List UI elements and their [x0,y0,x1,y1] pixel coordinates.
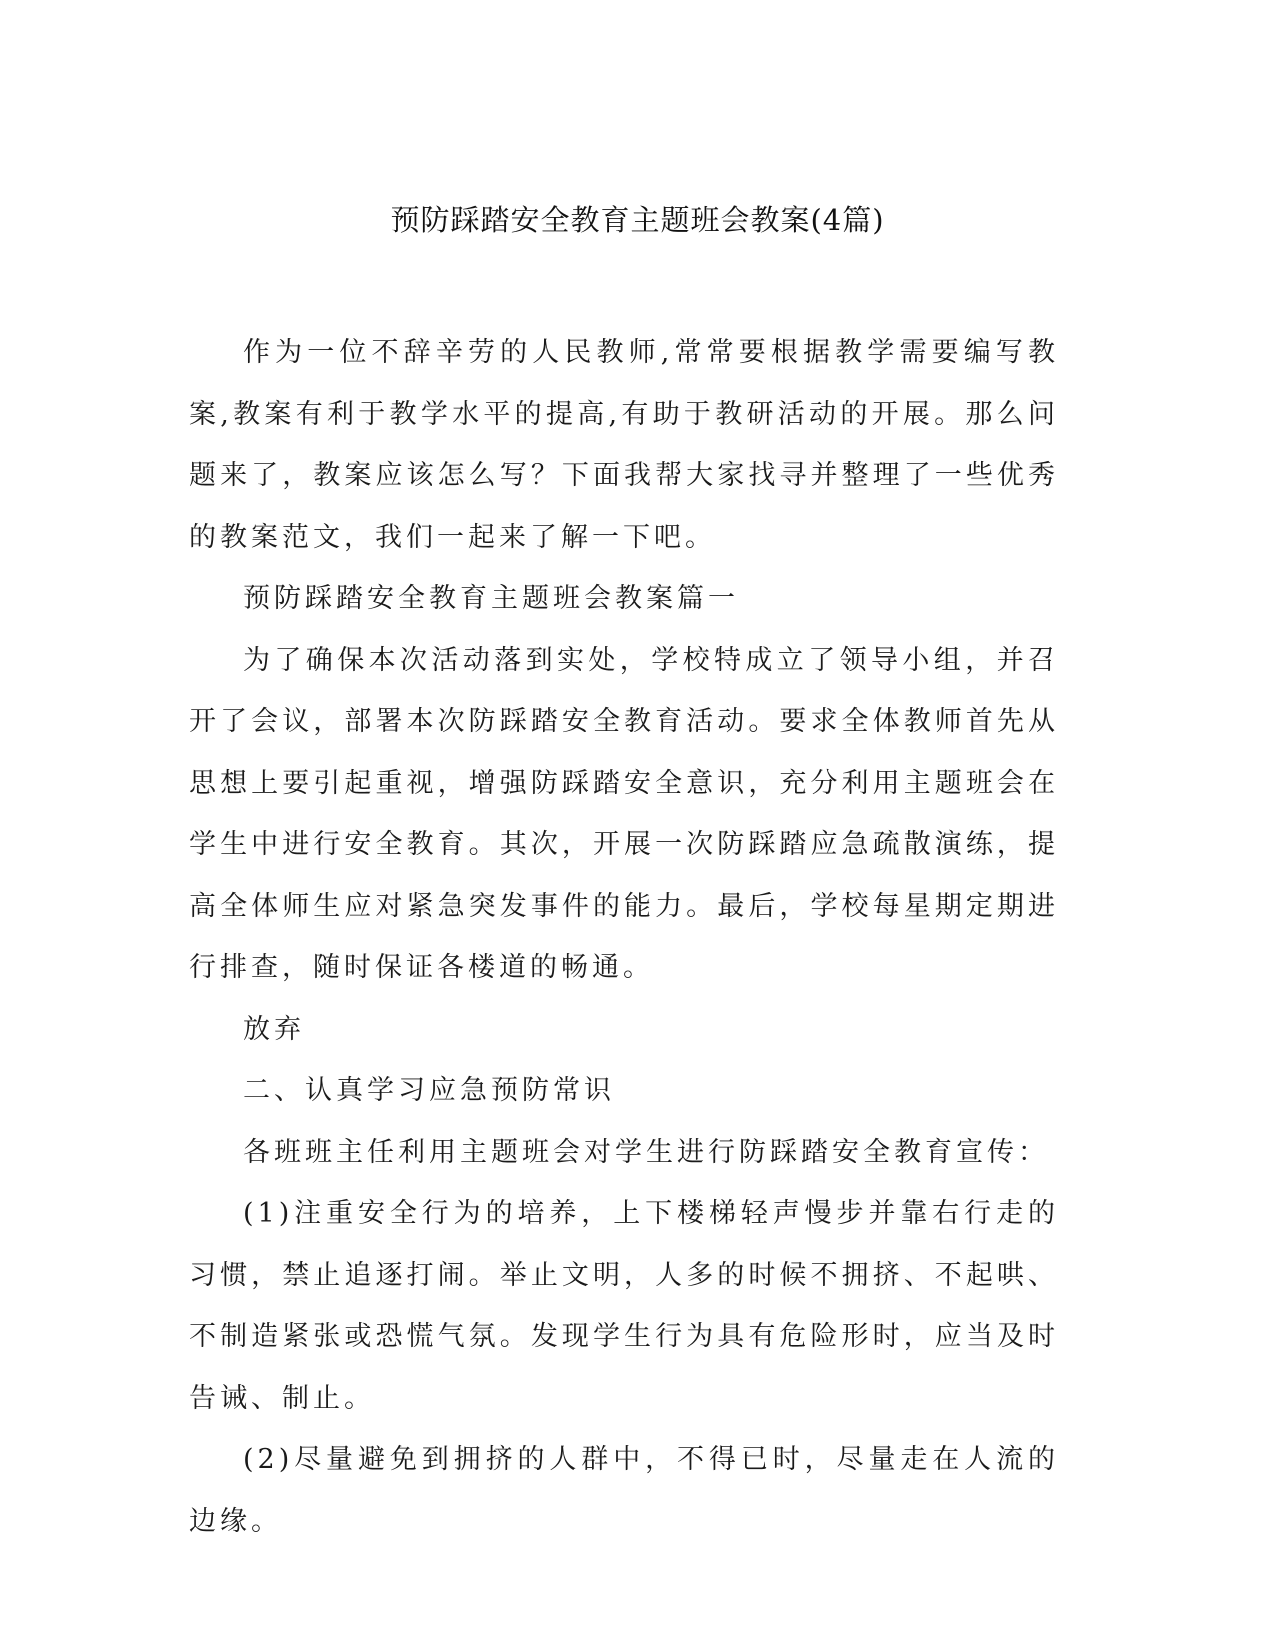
paragraph-activity: 为了确保本次活动落到实处，学校特成立了领导小组，并召开了会议，部署本次防踩踏安全教育活动。要求全体教师首先从思想上要引起重视，增强防踩踏安全意识，充分利用主题班会在学生中进行安全教育。其次，开展一次防踩踏应急疏散演练，提高全体师生应对紧急突发事件的能力。最后，学校每星期定期进行排查，随时保证各楼道的畅通。 [189,644,1059,983]
paragraph-intro: 作为一位不辞辛劳的人民教师,常常要根据教学需要编写教案,教案有利于教学水平的提高,有助于教研活动的开展。那么问题来了，教案应该怎么写？下面我帮大家找寻并整理了一些优秀的教案范文，我们一起来了解一下吧。 [189,337,1059,553]
paragraph-publicity: 各班班主任利用主题班会对学生进行防踩踏安全教育宣传： [243,1136,1049,1168]
document-body [189,322,1059,1552]
document-title: 预防踩踏安全教育主题班会教案(4篇) [390,203,885,237]
paragraph-item-1: (1)注重安全行为的培养，上下楼梯轻声慢步并靠右行走的习惯，禁止追逐打闹。举止文明，人多的时候不拥挤、不起哄、不制造紧张或恐慌气氛。发现学生行为具有危险形时，应当及时告诫、制止。 [189,1198,1059,1414]
paragraph-section-heading: 预防踩踏安全教育主题班会教案篇一 [243,583,739,614]
paragraph-item-2: (2)尽量避免到拥挤的人群中，不得已时，尽量走在人流的边缘。 [189,1444,1059,1537]
paragraph-fragment: 放弃 [243,1013,305,1045]
paragraph-subheading: 二、认真学习应急预防常识 [243,1075,615,1106]
